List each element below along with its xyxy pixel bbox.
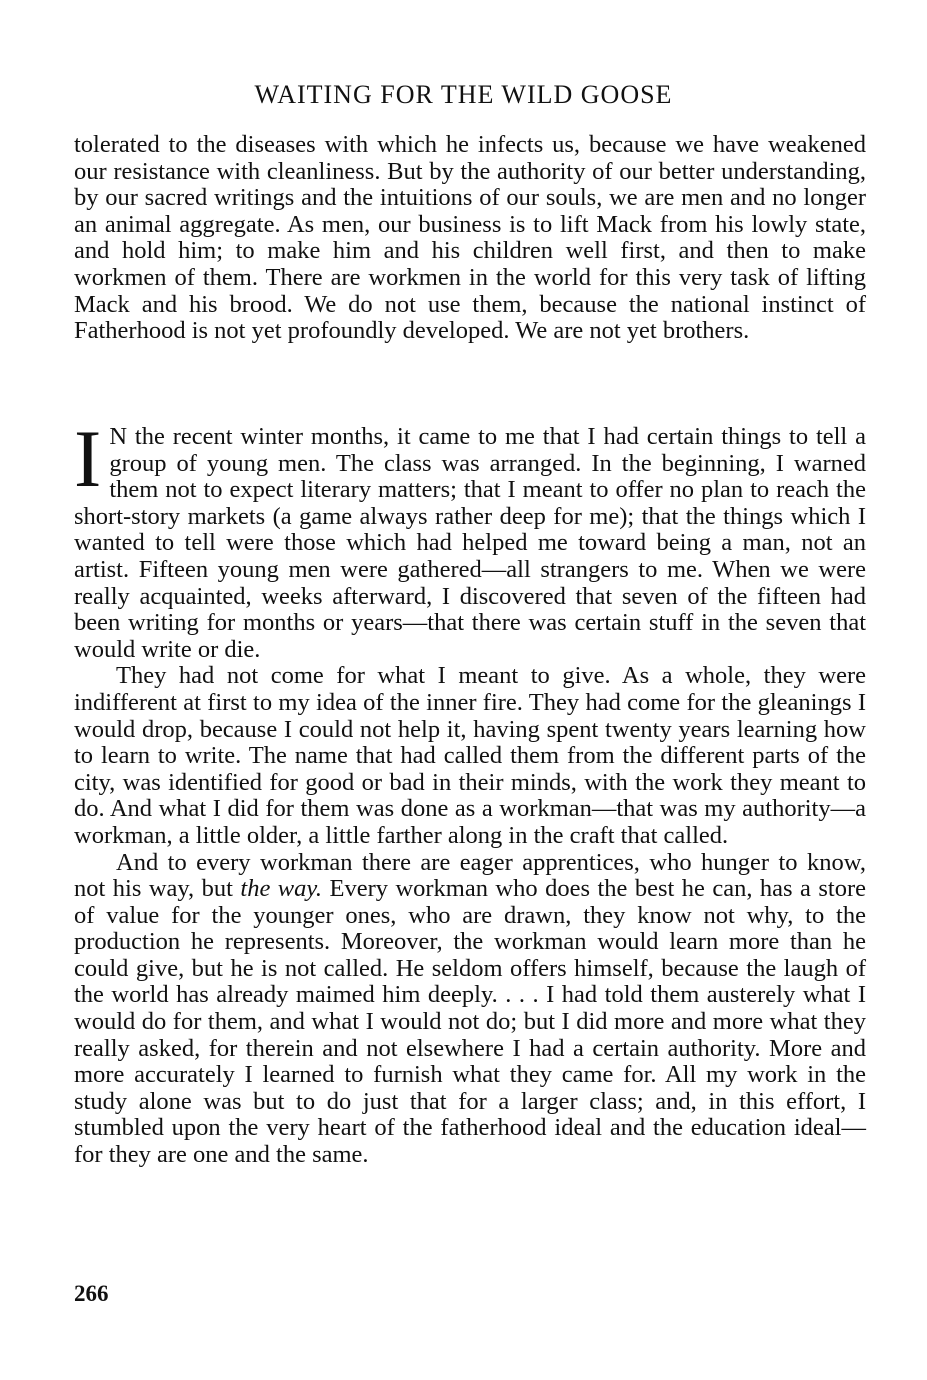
emphasis-the-way: the way. <box>240 875 323 903</box>
paragraph-third-end: Every workman who does the best he can, has a store of value for the younger ones, who are drawn, they know not why, to the production he represents. Moreover, the workman would learn more than he could give, but he is not called. He seldom offers himself, because the laugh of the world has already maimed him deeply. . . . I had told them austerely what I would do for them, and what I would not do; but I did more and more what they really asked, for therein and not elsewhere I had a certain authority. More and more accurately I learned to furnish what they came for. All my work in the study alone was but to do just that for a larger class; and, in this effort, I stumbled upon the very heart of the fatherhood ideal and the education ideal—for they are one and the same. <box>74 875 867 1169</box>
text-block-new-section <box>74 413 867 1169</box>
drop-cap: I <box>74 413 102 504</box>
text-block-continued <box>74 132 866 345</box>
paragraph-third <box>74 850 866 1169</box>
page-number: 266 <box>74 1281 109 1306</box>
paragraph-opening <box>74 413 866 663</box>
paragraph-continued: tolerated to the diseases with which he infects us, because we have weakened our resistance with cleanliness. But by the authority of our better understanding, by our sacred writings and the intuitions of our souls, we are men and no longer an animal aggregate. As men, our business is to lift Mack from his lowly state, and hold him; to make him and his children well first, and then to make workmen of them. There are workmen in the world for this very task of lifting Mack and his brood. We do not use them, because the national instinct of Fatherhood is not yet profoundly developed. We are not yet brothers. <box>74 131 866 345</box>
paragraph-second: They had not come for what I meant to give. As a whole, they were indifferent at first to my idea of the inner fire. They had come for the gleanings I would drop, because I could not help it, having spent twenty years learning how to learn to write. The name that had called them from the different parts of the city, was identified for good or bad in their minds, with the work they meant to do. And what I did for them was done as a workman—that was my authority—a workman, a little older, a little farther along in the craft that called. <box>74 662 866 849</box>
paragraph-third-start: And to every workman there are eager apprentices, who hunger to know, not his way, but <box>74 848 866 903</box>
running-head: WAITING FOR THE WILD GOOSE <box>254 80 673 109</box>
paragraph-opening-text: N the recent winter months, it came to me that I had certain things to tell a group of young men. The class was arranged. In the beginning, I warned them not to expect literary matters; that I meant to offer no plan to reach the short-story markets (a game always rather deep for me); that the things which I wanted to tell were those which had helped me toward being a man, not an artist. Fifteen young men were gathered—all strangers to me. When we were really acquainted, weeks afterward, I discovered that seven of the fifteen had been writing for months or years—that there was certain stuff in the seven that would write or die. <box>74 423 866 663</box>
